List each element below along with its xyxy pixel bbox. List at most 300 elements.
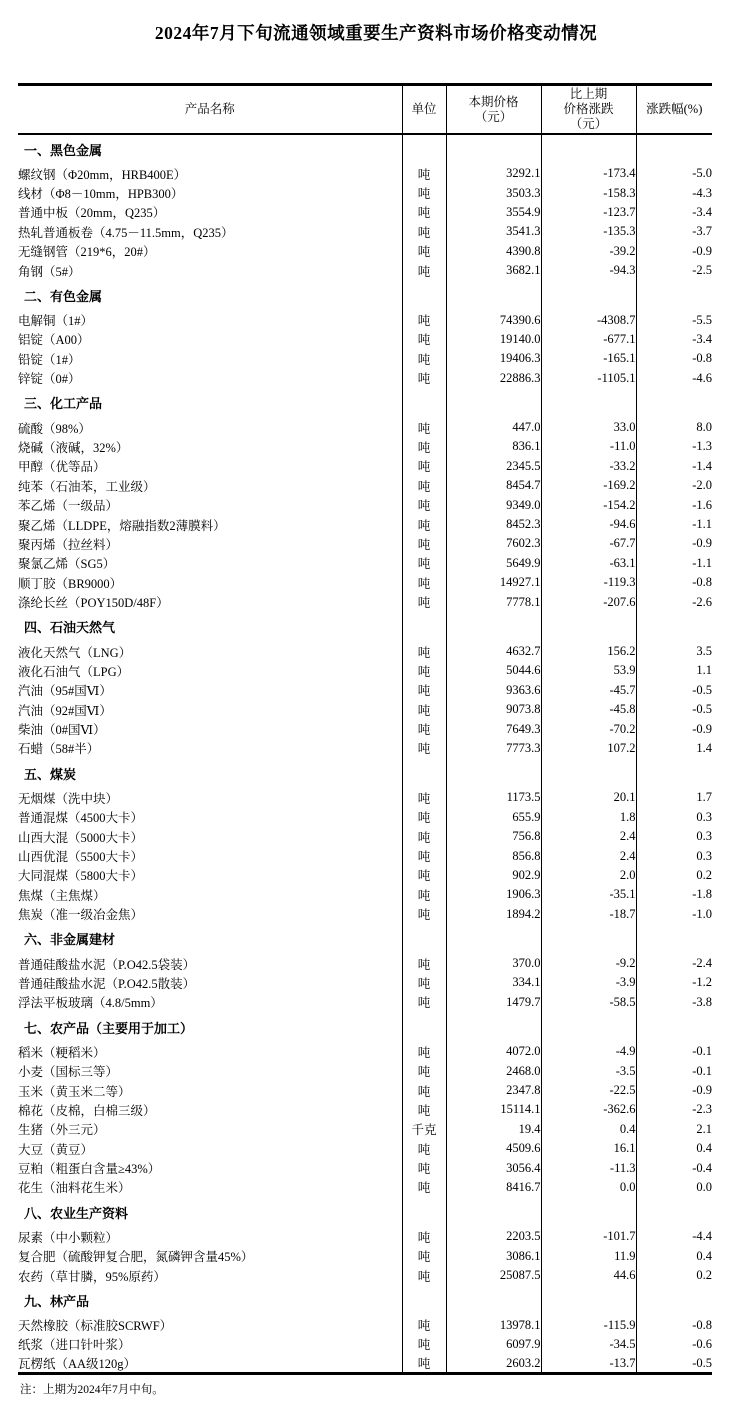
product-name-cell: 螺纹钢（Φ20mm，HRB400E）	[18, 164, 402, 183]
product-name-cell: 花生（油料花生米）	[18, 1178, 402, 1197]
product-row	[18, 739, 712, 758]
current-price-cell: 19406.3	[446, 349, 541, 368]
current-price-cell: 3086.1	[446, 1247, 541, 1266]
price-change-cell: -34.5	[541, 1335, 636, 1354]
unit-cell: 吨	[402, 1081, 446, 1100]
section-empty-cell	[402, 1197, 446, 1227]
product-name-cell: 纸浆（进口针叶浆）	[18, 1335, 402, 1354]
section-empty-cell	[446, 924, 541, 954]
price-change-cell: -169.2	[541, 476, 636, 495]
section-empty-cell	[636, 134, 712, 164]
section-title: 九、林产品	[18, 1285, 402, 1315]
change-pct-cell: 0.3	[696, 848, 712, 863]
change-pct-cell: -0.1	[692, 1063, 712, 1078]
section-title: 三、化工产品	[18, 388, 402, 418]
product-name-cell: 烧碱（液碱，32%）	[18, 437, 402, 456]
change-pct-cell: 3.5	[696, 644, 712, 658]
unit-cell: 吨	[402, 515, 446, 534]
unit-cell: 吨	[402, 592, 446, 611]
section-empty-cell	[402, 134, 446, 164]
current-price-cell: 447.0	[446, 418, 541, 437]
current-price-cell: 4072.0	[446, 1042, 541, 1061]
product-name-cell: 石蜡（58#半）	[18, 739, 402, 758]
unit-cell: 吨	[402, 808, 446, 827]
unit-cell: 吨	[402, 1266, 446, 1285]
change-pct-cell: -5.0	[692, 166, 712, 181]
price-change-cell: -70.2	[541, 719, 636, 738]
product-row	[18, 418, 712, 437]
change-pct-cell: -0.6	[692, 1336, 712, 1351]
price-change-cell: -165.1	[541, 349, 636, 368]
current-price-cell: 8416.7	[446, 1178, 541, 1197]
price-change-cell: -119.3	[541, 573, 636, 592]
unit-cell: 吨	[402, 310, 446, 329]
product-row	[18, 164, 712, 183]
change-pct-cell: -0.1	[692, 1044, 712, 1059]
current-price-cell: 15114.1	[446, 1100, 541, 1119]
price-change-cell: 107.2	[541, 739, 636, 758]
product-name-cell: 铝锭（A00）	[18, 330, 402, 349]
section-empty-cell	[402, 1285, 446, 1315]
product-name-cell: 线材（Φ8－10mm，HPB300）	[18, 183, 402, 202]
current-price-cell: 74390.6	[446, 310, 541, 329]
unit-cell: 吨	[402, 573, 446, 592]
current-price-cell: 3682.1	[446, 261, 541, 280]
section-empty-cell	[636, 1197, 712, 1227]
change-pct-cell: -0.9	[692, 1083, 712, 1098]
product-name-cell: 稻米（粳稻米）	[18, 1042, 402, 1061]
price-change-cell: -101.7	[541, 1227, 636, 1246]
unit-cell: 吨	[402, 954, 446, 973]
unit-cell: 吨	[402, 700, 446, 719]
product-name-cell: 普通硅酸盐水泥（P.O42.5袋装）	[18, 954, 402, 973]
column-header-change-pct-label: 涨跌幅(%)	[646, 102, 703, 116]
current-price-cell: 7602.3	[446, 534, 541, 553]
section-empty-cell	[541, 758, 636, 788]
change-pct-cell: 1.1	[696, 663, 712, 678]
current-price-cell: 7773.3	[446, 739, 541, 758]
unit-cell: 吨	[402, 788, 446, 807]
product-row	[18, 642, 712, 661]
current-price-cell: 4390.8	[446, 242, 541, 261]
price-change-cell: -677.1	[541, 330, 636, 349]
change-pct-cell: -1.6	[692, 497, 712, 512]
table-body	[18, 134, 712, 1374]
product-name-cell: 复合肥（硫酸钾复合肥，氮磷钾含量45%）	[18, 1247, 402, 1266]
product-row	[18, 554, 712, 573]
unit-cell: 吨	[402, 642, 446, 661]
unit-cell: 吨	[402, 905, 446, 924]
price-change-cell: 53.9	[541, 661, 636, 680]
section-title: 八、农业生产资料	[18, 1197, 402, 1227]
current-price-cell: 655.9	[446, 808, 541, 827]
price-change-cell: -158.3	[541, 183, 636, 202]
change-pct-cell: 0.3	[696, 809, 712, 824]
product-row	[18, 369, 712, 388]
product-name-cell: 焦煤（主焦煤）	[18, 885, 402, 904]
product-row	[18, 457, 712, 476]
product-row	[18, 993, 712, 1012]
product-row	[18, 1100, 712, 1119]
section-empty-cell	[541, 1012, 636, 1042]
section-empty-cell	[446, 1197, 541, 1227]
unit-cell: 吨	[402, 827, 446, 846]
price-change-cell: -94.3	[541, 261, 636, 280]
current-price-cell: 3541.3	[446, 222, 541, 241]
section-header-row	[18, 758, 712, 788]
product-row	[18, 515, 712, 534]
section-header-row	[18, 1012, 712, 1042]
current-price-cell: 8454.7	[446, 476, 541, 495]
product-row	[18, 592, 712, 611]
current-price-cell: 3056.4	[446, 1158, 541, 1177]
change-pct-cell: -4.3	[692, 185, 712, 200]
current-price-cell: 4509.6	[446, 1139, 541, 1158]
current-price-cell: 3554.9	[446, 203, 541, 222]
current-price-cell: 9073.8	[446, 700, 541, 719]
price-change-cell: -207.6	[541, 592, 636, 611]
product-row	[18, 719, 712, 738]
unit-cell: 吨	[402, 534, 446, 553]
change-pct-cell: -0.5	[692, 682, 712, 697]
section-empty-cell	[541, 1285, 636, 1315]
unit-cell: 吨	[402, 681, 446, 700]
product-name-cell: 热轧普通板卷（4.75－11.5mm，Q235）	[18, 222, 402, 241]
product-name-cell: 大同混煤（5800大卡）	[18, 866, 402, 885]
change-pct-cell: -0.9	[692, 243, 712, 258]
product-row	[18, 1315, 712, 1334]
unit-cell: 吨	[402, 495, 446, 514]
unit-cell: 吨	[402, 1354, 446, 1374]
product-row	[18, 203, 712, 222]
section-empty-cell	[402, 280, 446, 310]
current-price-cell: 13978.1	[446, 1315, 541, 1334]
current-price-cell: 4632.7	[446, 642, 541, 661]
product-name-cell: 大豆（黄豆）	[18, 1139, 402, 1158]
product-row	[18, 1120, 712, 1139]
product-name-cell: 普通硅酸盐水泥（P.O42.5散装）	[18, 973, 402, 992]
price-change-cell: -94.6	[541, 515, 636, 534]
current-price-cell: 2203.5	[446, 1227, 541, 1246]
section-empty-cell	[541, 388, 636, 418]
change-pct-cell: 0.2	[696, 1268, 712, 1283]
product-row	[18, 1247, 712, 1266]
change-pct-cell: -0.9	[692, 536, 712, 551]
current-price-cell: 1479.7	[446, 993, 541, 1012]
product-name-cell: 纯苯（石油苯，工业级）	[18, 476, 402, 495]
change-pct-cell: 0.4	[696, 1248, 712, 1263]
change-pct-cell: -0.8	[692, 575, 712, 590]
change-pct-cell: 0.4	[696, 1141, 712, 1156]
section-empty-cell	[446, 1012, 541, 1042]
price-change-cell: -1105.1	[541, 369, 636, 388]
section-header-row	[18, 280, 712, 310]
product-row	[18, 1227, 712, 1246]
product-name-cell: 普通混煤（4500大卡）	[18, 808, 402, 827]
unit-cell: 吨	[402, 846, 446, 865]
product-row	[18, 1335, 712, 1354]
section-empty-cell	[402, 758, 446, 788]
product-row	[18, 885, 712, 904]
section-empty-cell	[446, 1285, 541, 1315]
product-name-cell: 焦炭（准一级冶金焦）	[18, 905, 402, 924]
unit-cell: 吨	[402, 719, 446, 738]
unit-cell: 吨	[402, 1315, 446, 1334]
product-name-cell: 浮法平板玻璃（4.8/5mm）	[18, 993, 402, 1012]
section-header-row	[18, 1285, 712, 1315]
price-change-cell: -9.2	[541, 954, 636, 973]
change-pct-cell: -3.4	[692, 331, 712, 346]
change-pct-cell: -1.3	[692, 439, 712, 454]
unit-cell: 吨	[402, 457, 446, 476]
current-price-cell: 1173.5	[446, 788, 541, 807]
price-change-cell: 2.4	[541, 846, 636, 865]
product-row	[18, 661, 712, 680]
product-name-cell: 柴油（0#国Ⅵ）	[18, 719, 402, 738]
current-price-cell: 3292.1	[446, 164, 541, 183]
price-change-cell: 11.9	[541, 1247, 636, 1266]
section-header-row	[18, 1197, 712, 1227]
price-change-cell: 1.8	[541, 808, 636, 827]
unit-cell: 吨	[402, 1247, 446, 1266]
change-pct-cell: -2.0	[692, 478, 712, 493]
price-change-cell: -4308.7	[541, 310, 636, 329]
current-price-cell: 370.0	[446, 954, 541, 973]
unit-cell: 吨	[402, 1227, 446, 1246]
price-change-cell: -63.1	[541, 554, 636, 573]
current-price-cell: 2603.2	[446, 1354, 541, 1374]
section-header-row	[18, 924, 712, 954]
unit-cell: 吨	[402, 203, 446, 222]
section-title: 四、石油天然气	[18, 612, 402, 642]
change-pct-cell: -2.4	[692, 956, 712, 971]
section-title: 五、煤炭	[18, 758, 402, 788]
unit-cell: 吨	[402, 1042, 446, 1061]
change-pct-cell: -1.0	[692, 906, 712, 921]
product-name-cell: 硫酸（98%）	[18, 418, 402, 437]
section-empty-cell	[636, 388, 712, 418]
unit-cell: 吨	[402, 437, 446, 456]
section-title: 一、黑色金属	[18, 134, 402, 164]
price-change-cell: 0.0	[541, 1178, 636, 1197]
price-change-cell: -3.5	[541, 1061, 636, 1080]
unit-cell: 吨	[402, 1139, 446, 1158]
product-row	[18, 700, 712, 719]
price-change-cell: -39.2	[541, 242, 636, 261]
section-empty-cell	[402, 924, 446, 954]
product-name-cell: 尿素（中小颗粒）	[18, 1227, 402, 1246]
change-pct-cell: -3.4	[692, 204, 712, 219]
price-change-cell: -362.6	[541, 1100, 636, 1119]
unit-cell: 吨	[402, 330, 446, 349]
product-name-cell: 无烟煤（洗中块）	[18, 788, 402, 807]
product-row	[18, 330, 712, 349]
product-name-cell: 普通中板（20mm，Q235）	[18, 203, 402, 222]
product-row	[18, 1061, 712, 1080]
price-change-cell: -45.7	[541, 681, 636, 700]
section-header-row	[18, 134, 712, 164]
product-name-cell: 聚乙烯（LLDPE，熔融指数2薄膜料）	[18, 515, 402, 534]
product-name-cell: 农药（草甘膦，95%原药）	[18, 1266, 402, 1285]
change-pct-cell: -4.6	[692, 370, 712, 385]
product-row	[18, 183, 712, 202]
product-row	[18, 866, 712, 885]
section-empty-cell	[541, 280, 636, 310]
price-change-cell: -135.3	[541, 222, 636, 241]
change-pct-cell: -4.4	[692, 1229, 712, 1244]
section-empty-cell	[446, 280, 541, 310]
price-change-line-1: 比上期	[569, 87, 608, 101]
product-name-cell: 汽油（95#国Ⅵ）	[18, 681, 402, 700]
unit-cell: 吨	[402, 1178, 446, 1197]
product-row	[18, 1354, 712, 1374]
product-name-cell: 苯乙烯（一级品）	[18, 495, 402, 514]
price-change-cell: -123.7	[541, 203, 636, 222]
section-empty-cell	[446, 612, 541, 642]
product-row	[18, 495, 712, 514]
footnote: 注：上期为2024年7月中旬。	[20, 1384, 164, 1397]
product-name-cell: 瓦楞纸（AA级120g）	[18, 1354, 402, 1374]
column-header-product	[18, 85, 402, 135]
section-header-row	[18, 612, 712, 642]
unit-cell: 吨	[402, 866, 446, 885]
product-name-cell: 锌锭（0#）	[18, 369, 402, 388]
section-empty-cell	[402, 388, 446, 418]
current-price-cell: 2468.0	[446, 1061, 541, 1080]
unit-cell: 吨	[402, 261, 446, 280]
section-empty-cell	[636, 280, 712, 310]
column-header-unit	[402, 85, 446, 135]
product-row	[18, 954, 712, 973]
change-pct-cell: -1.1	[692, 517, 712, 532]
section-empty-cell	[636, 924, 712, 954]
product-row	[18, 573, 712, 592]
unit-cell: 吨	[402, 369, 446, 388]
section-empty-cell	[636, 1285, 712, 1315]
unit-cell: 吨	[402, 476, 446, 495]
product-name-cell: 无缝钢管（219*6，20#）	[18, 242, 402, 261]
current-price-cell: 19140.0	[446, 330, 541, 349]
product-name-cell: 顺丁胶（BR9000）	[18, 573, 402, 592]
unit-cell: 吨	[402, 242, 446, 261]
product-row	[18, 310, 712, 329]
product-name-cell: 电解铜（1#）	[18, 310, 402, 329]
change-pct-cell: -3.8	[692, 994, 712, 1009]
current-price-line-2: （元）	[474, 109, 513, 124]
change-pct-cell: 1.4	[696, 740, 712, 755]
price-change-cell: -13.7	[541, 1354, 636, 1374]
product-name-cell: 生猪（外三元）	[18, 1120, 402, 1139]
change-pct-cell: -0.5	[692, 1355, 712, 1370]
product-row	[18, 973, 712, 992]
section-header-row	[18, 388, 712, 418]
product-name-cell: 角钢（5#）	[18, 261, 402, 280]
price-change-line-2: 价格涨跌	[563, 102, 614, 116]
unit-cell: 吨	[402, 973, 446, 992]
column-header-price-change	[541, 85, 636, 135]
price-change-cell: -11.0	[541, 437, 636, 456]
unit-cell: 吨	[402, 885, 446, 904]
product-row	[18, 222, 712, 241]
current-price-cell: 14927.1	[446, 573, 541, 592]
product-name-cell: 棉花（皮棉，白棉三级）	[18, 1100, 402, 1119]
product-name-cell: 液化天然气（LNG）	[18, 642, 402, 661]
column-header-unit-label: 单位	[411, 102, 437, 116]
section-title: 二、有色金属	[18, 280, 402, 310]
product-name-cell: 涤纶长丝（POY150D/48F）	[18, 592, 402, 611]
product-row	[18, 1158, 712, 1177]
product-row	[18, 1081, 712, 1100]
product-name-cell: 聚氯乙烯（SG5）	[18, 554, 402, 573]
unit-cell: 吨	[402, 349, 446, 368]
change-pct-cell: 0.0	[696, 1179, 712, 1194]
current-price-cell: 7778.1	[446, 592, 541, 611]
unit-cell: 吨	[402, 183, 446, 202]
price-change-cell: 0.4	[541, 1120, 636, 1139]
change-pct-cell: 0.3	[696, 829, 712, 844]
product-name-cell: 聚丙烯（拉丝料）	[18, 534, 402, 553]
section-empty-cell	[541, 924, 636, 954]
change-pct-cell: -3.7	[692, 224, 712, 239]
product-row	[18, 534, 712, 553]
unit-cell: 吨	[402, 1335, 446, 1354]
change-pct-cell: -2.5	[692, 263, 712, 278]
product-row	[18, 681, 712, 700]
change-pct-cell: -0.8	[692, 1317, 712, 1332]
unit-cell: 吨	[402, 661, 446, 680]
unit-cell: 吨	[402, 1100, 446, 1119]
column-header-current-price	[446, 85, 541, 135]
price-change-cell: -11.3	[541, 1158, 636, 1177]
current-price-cell: 1906.3	[446, 885, 541, 904]
price-change-cell: -154.2	[541, 495, 636, 514]
product-name-cell: 铅锭（1#）	[18, 349, 402, 368]
unit-cell: 吨	[402, 739, 446, 758]
section-title: 七、农产品（主要用于加工）	[18, 1012, 402, 1042]
current-price-cell: 7649.3	[446, 719, 541, 738]
table-header	[18, 85, 712, 135]
product-row	[18, 1139, 712, 1158]
section-empty-cell	[446, 758, 541, 788]
current-price-cell: 756.8	[446, 827, 541, 846]
price-change-cell: -67.7	[541, 534, 636, 553]
current-price-cell: 3503.3	[446, 183, 541, 202]
price-change-cell: -4.9	[541, 1042, 636, 1061]
current-price-cell: 25087.5	[446, 1266, 541, 1285]
price-change-cell: -3.9	[541, 973, 636, 992]
section-empty-cell	[541, 612, 636, 642]
current-price-cell: 2347.8	[446, 1081, 541, 1100]
current-price-cell: 9349.0	[446, 495, 541, 514]
section-empty-cell	[636, 612, 712, 642]
product-row	[18, 1178, 712, 1197]
product-name-cell: 汽油（92#国Ⅵ）	[18, 700, 402, 719]
product-row	[18, 476, 712, 495]
unit-cell: 吨	[402, 418, 446, 437]
unit-cell: 吨	[402, 993, 446, 1012]
price-change-cell: -18.7	[541, 905, 636, 924]
product-name-cell: 豆粕（粗蛋白含量≥43%）	[18, 1158, 402, 1177]
unit-cell: 吨	[402, 554, 446, 573]
unit-cell: 吨	[402, 164, 446, 183]
price-change-cell: 33.0	[541, 418, 636, 437]
price-change-cell: -173.4	[541, 164, 636, 183]
column-header-change-pct	[636, 85, 712, 135]
change-pct-cell: 0.2	[696, 867, 712, 882]
change-pct-cell: -2.6	[692, 594, 712, 609]
product-row	[18, 827, 712, 846]
current-price-cell: 856.8	[446, 846, 541, 865]
